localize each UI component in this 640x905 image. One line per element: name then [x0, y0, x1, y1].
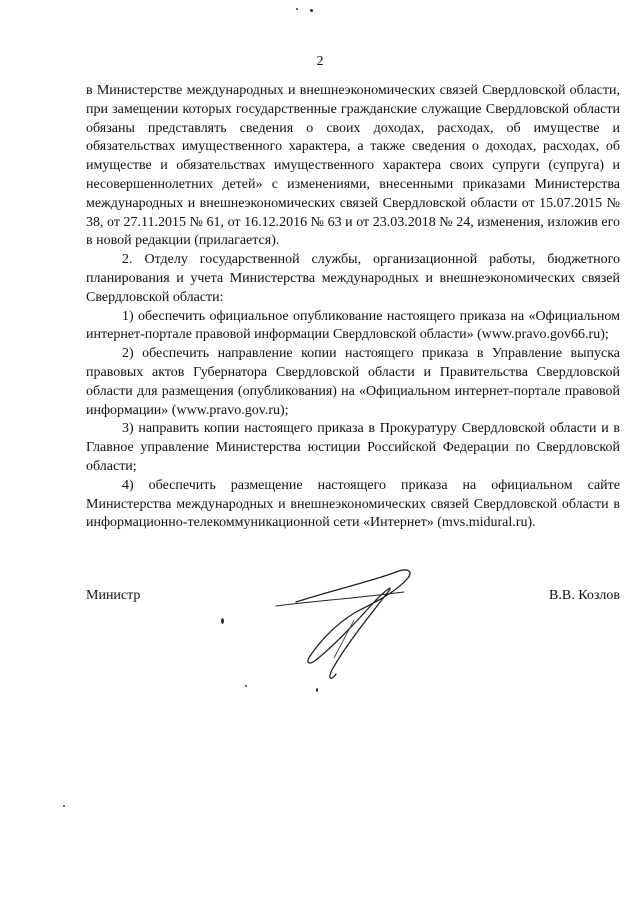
paragraph-subitem-2: 2) обеспечить направление копии настоящего приказа в Управление выпуска правовых актов Губернатора Свердловской области и Правительства Свердловской области для размещения (опубликования) на «Официальном интернет-портале правовой информации» (www.pravo.gov.ru);	[86, 346, 620, 418]
scan-speck	[245, 685, 247, 687]
paragraph-item-2: 2. Отделу государственной службы, организационной работы, бюджетного планирования и учета Министерства международных и внешнеэкономических связей Свердловской области:	[86, 252, 620, 305]
signatory-name: В.В. Козлов	[549, 588, 620, 603]
scan-speck	[63, 805, 65, 807]
handwritten-signature	[236, 562, 446, 702]
scan-speck	[221, 618, 224, 624]
paragraph-subitem-4: 4) обеспечить размещение настоящего приказа на официальном сайте Министерства международных и внешнеэкономических связей Свердловской области в информационно-телекоммуникационной сети «Интернет» (mvs.midural.ru).	[86, 477, 620, 531]
scan-speck	[296, 8, 298, 10]
signatory-title: Министр	[86, 588, 141, 603]
page-number: 2	[316, 54, 324, 69]
document-body	[86, 82, 620, 533]
paragraph-subitem-1: 1) обеспечить официальное опубликование настоящего приказа на «Официальном интернет-портале правовой информации Свердловской области» (www.pravo.gov66.ru);	[86, 308, 620, 343]
scan-speck	[310, 9, 313, 12]
paragraph-continuation: в Министерстве международных и внешнеэкономических связей Свердловской области, при замещении которых государственные гражданские служащие Свердловской области обязаны представлять сведения о своих доходах, расходах, об имуществе и обязательствах имущественного характера, а также сведения о доходах, расходах, об имуществе и обязательствах имущественного характера своих супруги (супруга) и несовершеннолетних детей» с изменениями, внесенными приказами Министерства международных и внешнеэкономических связей Свердловской области от 15.07.2015 № 38, от 27.11.2015 № 61, от 16.12.2016 № 63 и от 23.03.2018 № 24, изменения, изложив его в новой редакции (прилагается).	[86, 83, 620, 249]
paragraph-subitem-3: 3) направить копии настоящего приказа в Прокуратуру Свердловской области и в Главное управление Министерства юстиции Российской Федерации по Свердловской области;	[86, 421, 620, 474]
scan-speck	[316, 688, 318, 692]
